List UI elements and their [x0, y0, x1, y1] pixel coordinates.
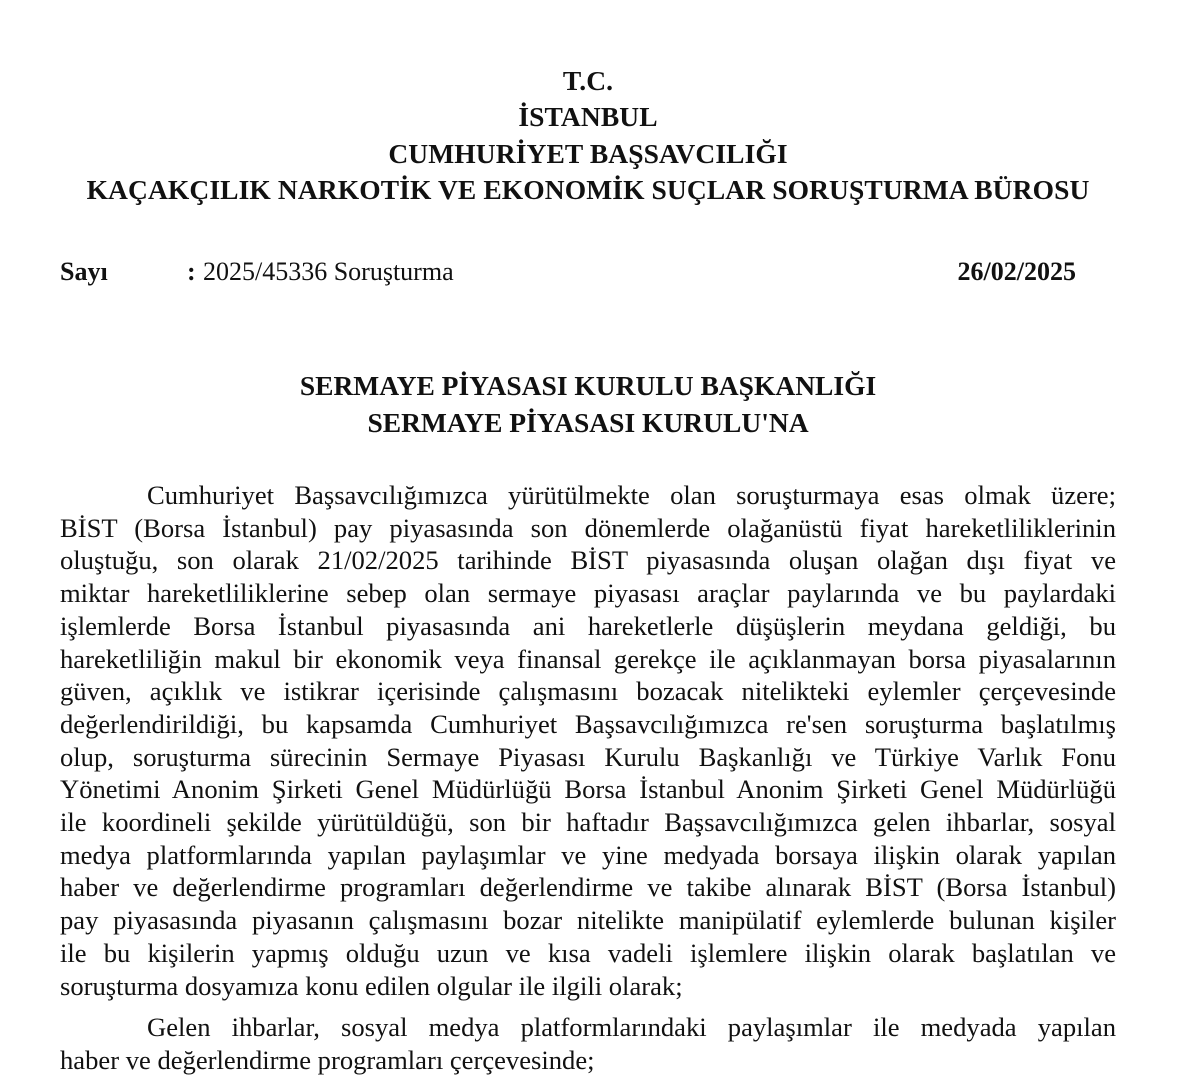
paragraph-line: BİST (Borsa İstanbul) pay piyasasında son dönemlerde olağanüstü fiyat hareketliliklerinin [60, 512, 1116, 543]
recipient-line: SERMAYE PİYASASI KURULU BAŞKANLIĞI [299, 370, 877, 401]
document-header [0, 63, 1176, 208]
paragraph-line: pay piyasasında piyasanın çalışmasını bozar nitelikte manipülatif eylemlerde bulunan kişiler [60, 905, 1116, 936]
reference-label: Sayı [60, 257, 108, 286]
paragraph-line: olup, soruşturma sürecinin Sermaye Piyasası Kurulu Başkanlığı ve Türkiye Varlık Fonu [60, 741, 1116, 772]
header-city: İSTANBUL [518, 101, 658, 133]
paragraph-line: işlemlerde Borsa İstanbul piyasasında ani hareketlerle düşüşlerin meydana geldiği, bu [60, 610, 1116, 641]
paragraph-line: medya platformlarında yapılan paylaşımlar ve yine medyada borsaya ilişkin olarak yapılan [60, 839, 1116, 870]
paragraph-line: haber ve değerlendirme programları çerçevesinde; [60, 1044, 595, 1075]
reference-number: 2025/45336 Soruşturma [203, 257, 454, 286]
paragraph-line: soruşturma dosyamıza konu edilen olgular ile ilgili olarak; [60, 970, 683, 1001]
paragraph-line: oluştuğu, son olarak 21/02/2025 tarihinde BİST piyasasında oluşan olağan dışı fiyat ve [60, 545, 1116, 576]
body-paragraph-2 [60, 1011, 1116, 1076]
recipient-line: SERMAYE PİYASASI KURULU'NA [367, 407, 809, 438]
reference-row [60, 254, 1076, 290]
paragraph-line: haber ve değerlendirme programları değerlendirme ve takibe alınarak BİST (Borsa İstanbul) [60, 872, 1116, 903]
paragraph-line: ile koordineli şekilde yürütüldüğü, son bir haftadır Başsavcılığımızca gelen ihbarlar, sosyal [60, 807, 1116, 838]
header-bureau: KAÇAKÇILIK NARKOTİK VE EKONOMİK SUÇLAR SORUŞTURMA BÜROSU [86, 173, 1090, 205]
reference-colon: : [187, 257, 196, 286]
paragraph-line: Yönetimi Anonim Şirketi Genel Müdürlüğü Borsa İstanbul Anonim Şirketi Genel Müdürlüğü [60, 774, 1116, 805]
recipient-block [0, 367, 1176, 441]
paragraph-line: ile bu kişilerin yapmış olduğu uzun ve kısa vadeli işlemlere ilişkin olarak başlatılan ve [60, 937, 1116, 968]
paragraph-line: Gelen ihbarlar, sosyal medya platformlarındaki paylaşımlar ile medyada yapılan [147, 1012, 1116, 1042]
paragraph-line: hareketliliğin makul bir ekonomik veya finansal gerekçe ile açıklanmayan borsa piyasalarının [60, 643, 1116, 674]
paragraph-line: miktar hareketliliklerine sebep olan sermaye piyasası araçlar paylarında ve bu paylardaki [60, 578, 1116, 609]
paragraph-line: Cumhuriyet Başsavcılığımızca yürütülmekte olan soruşturmaya esas olmak üzere; [147, 480, 1116, 510]
paragraph-line: güven, açıklık ve istikrar içerisinde çalışmasını bozacak nitelikteki eylemler çerçevesinde [60, 676, 1116, 707]
header-country: T.C. [562, 65, 614, 96]
paragraph-line: değerlendirildiği, bu kapsamda Cumhuriyet Başsavcılığımızca re'sen soruşturma başlatılmış [60, 708, 1116, 739]
body-paragraph-1 [60, 479, 1116, 1002]
header-office: CUMHURİYET BAŞSAVCILIĞI [388, 137, 788, 169]
document-date: 26/02/2025 [957, 257, 1076, 286]
